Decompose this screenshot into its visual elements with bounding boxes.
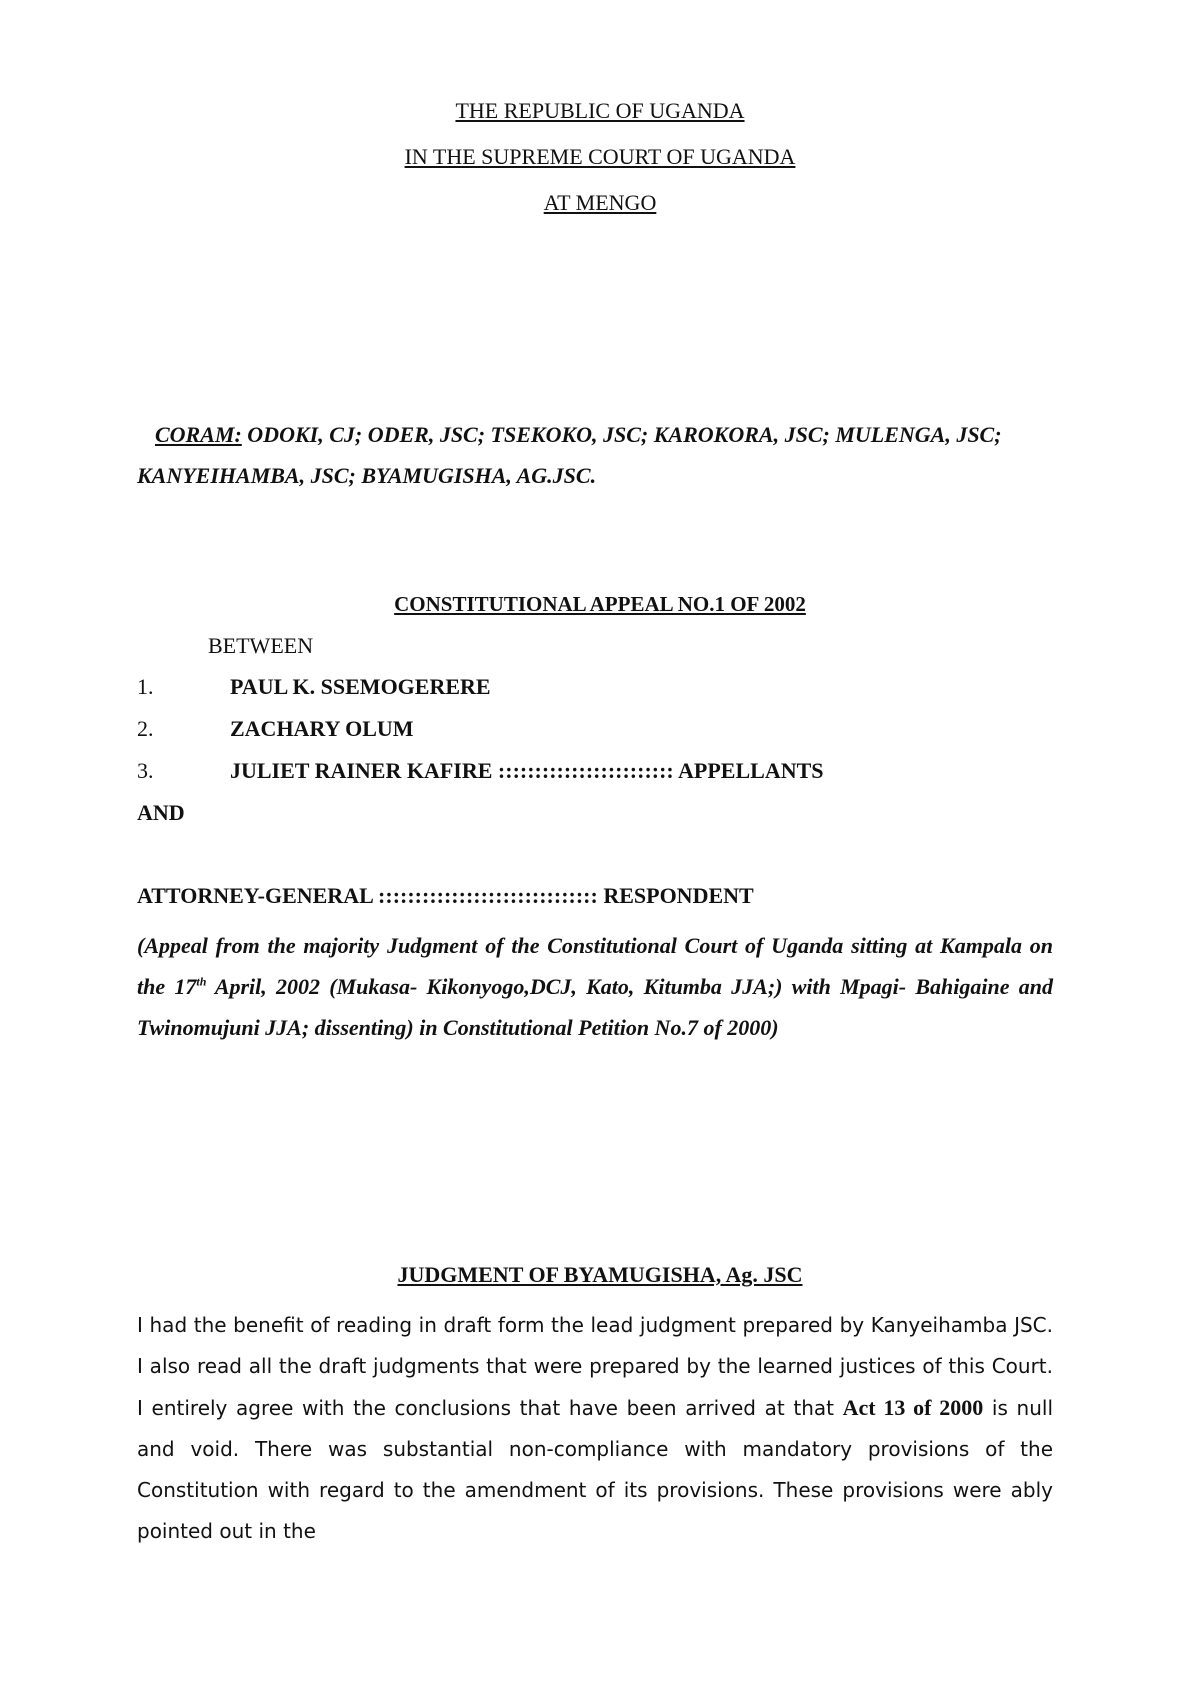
appellant-number-1: 1.: [137, 674, 154, 699]
body-bold-act: Act 13 of 2000: [842, 1395, 984, 1420]
coram-paragraph: [137, 414, 1063, 496]
judgment-title: JUDGMENT OF BYAMUGISHA, Ag. JSC: [397, 1262, 803, 1287]
appellant-name-1: PAUL K. SSEMOGERERE: [230, 674, 491, 699]
header-location: AT MENGO: [543, 190, 657, 215]
respondent-line: ATTORNEY-GENERAL :::::::::::::::::::::::::::::: RESPONDENT: [137, 883, 754, 908]
appellant-name-2: ZACHARY OLUM: [230, 716, 414, 741]
body-part1: I had the benefit of reading in draft form the lead judgment prepared by Kanyeihamba JSC. I also read all the draft judgments that were prepared by the learned justices of this Court. I entirely agree with the conclusions that have been arrived at that: [137, 1313, 1053, 1420]
appellant-name-3: JULIET RAINER KAFIRE :::::::::::::::::::::::: APPELLANTS: [230, 758, 824, 783]
appellant-number-2: 2.: [137, 716, 154, 741]
between-label: BETWEEN: [208, 633, 314, 658]
appeal-note-sup: th: [196, 974, 207, 989]
judgment-body: [137, 1305, 1053, 1552]
case-title: CONSTITUTIONAL APPEAL NO.1 OF 2002: [394, 592, 806, 616]
coram-justices: ODOKI, CJ; ODER, JSC; TSEKOKO, JSC; KAROKORA, JSC; MULENGA, JSC; KANYEIHAMBA, JSC; BYAMUGISHA, AG.JSC.: [137, 422, 1002, 488]
appeal-note-part2: April, 2002 (Mukasa- Kikonyogo,DCJ, Kato, Kitumba JJA;) with Mpagi- Bahigaine and Twinomujuni JJA; dissenting) in Constitutional Petition No.7 of 2000): [137, 974, 1053, 1040]
appeal-note: [137, 925, 1053, 1048]
header-court: IN THE SUPREME COURT OF UGANDA: [404, 144, 796, 169]
appeal-note-part1: (Appeal from the majority Judgment of the Constitutional Court of Uganda sitting at Kampala on the 17: [137, 933, 1053, 999]
coram-label: CORAM:: [155, 422, 242, 447]
header-republic: THE REPUBLIC OF UGANDA: [455, 98, 745, 123]
appellant-number-3: 3.: [137, 758, 154, 783]
body-part2: is null and void. There was substantial non-compliance with mandatory provisions of the Constitution with regard to the amendment of its provisions. These provisions were ably pointed out in the: [137, 1396, 1054, 1543]
and-label: AND: [137, 800, 185, 825]
